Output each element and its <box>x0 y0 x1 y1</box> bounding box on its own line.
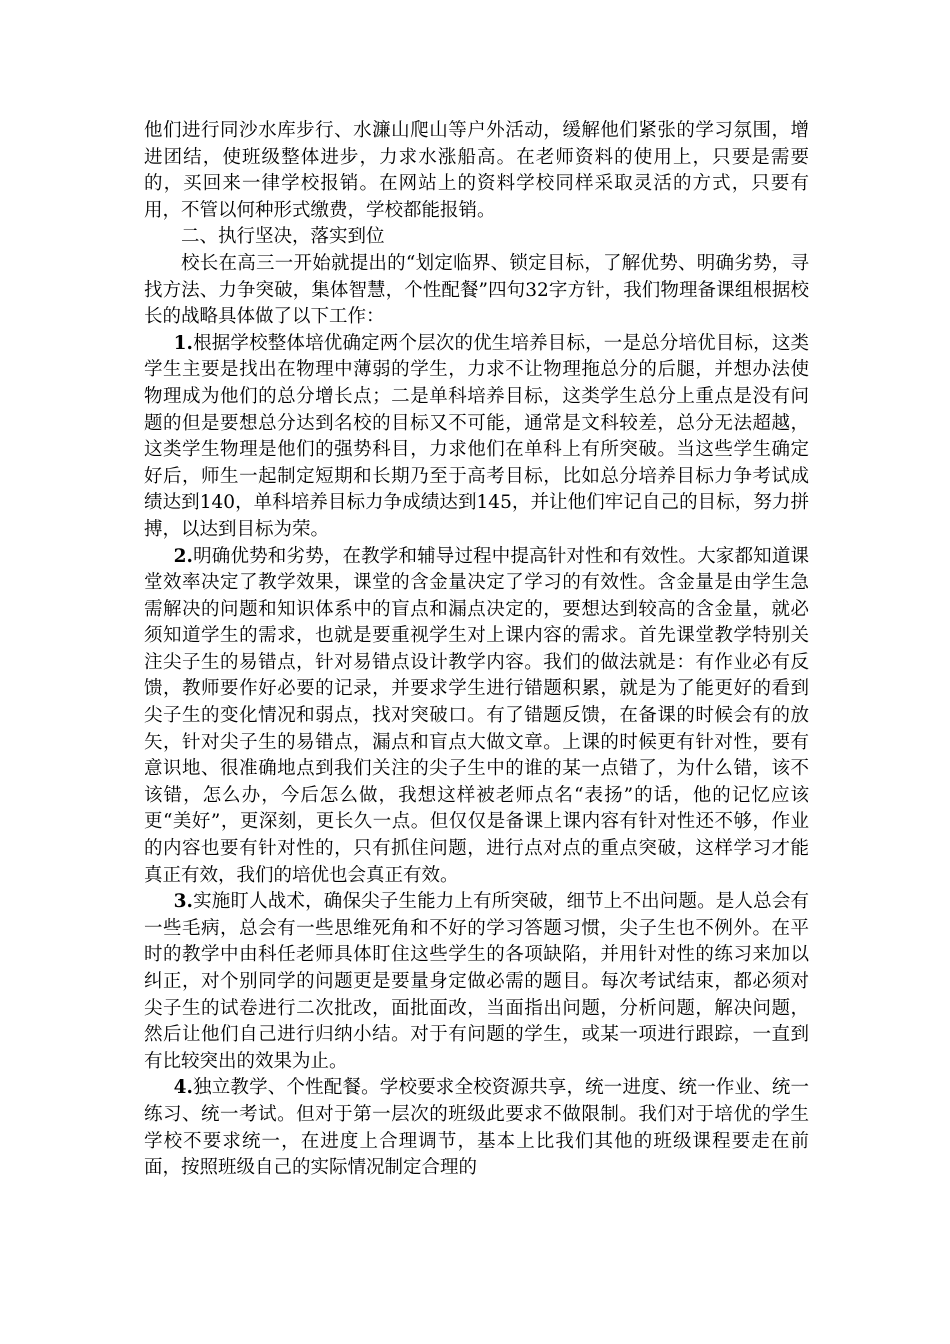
list-item-2 <box>144 544 809 890</box>
list-item-3 <box>144 889 809 1075</box>
list-item-1-text: 根据学校整体培优确定两个层次的优生培养目标，一是总分培优目标，这类学生主要是找出在物理中薄弱的学生，力求不让物理拖总分的后腿，并想办法使物理成为他们的总分增长点；二是单科培养目标，这类学生总分上重点是没有问题的但是要想总分达到名校的目标又不可能，通常是文科较差，总分无法超越，这类学生物理是他们的强势科目，力求他们在单科上有所突破。当这些学生确定好后，师生一起制定短期和长期乃至于高考目标，比如总分培养目标力争考试成绩达到140，单科培养目标力争成绩达到145，并让他们牢记自己的目标，努力拼搏，以达到目标为荣。 <box>144 332 809 540</box>
list-item-4-number: 4. <box>173 1077 193 1099</box>
list-item-1-number: 1. <box>173 332 193 354</box>
list-item-4 <box>144 1075 809 1181</box>
list-item-3-text: 实施盯人战术，确保尖子生能力上有所突破，细节上不出问题。是人总会有一些毛病，总会有一些思维死角和不好的学习答题习惯，尖子生也不例外。在平时的教学中由科任老师具体盯住这些学生的各项缺陷，并用针对性的练习来加以纠正，对个别同学的问题更是要量身定做必需的题目。每次考试结束，都必须对尖子生的试卷进行二次批改，面批面改，当面指出问题，分析问题，解决问题，然后让他们自己进行归纳小结。对于有问题的学生，或某一项进行跟踪，一直到有比较突出的效果为止。 <box>144 891 809 1072</box>
list-item-4-text: 独立教学、个性配餐。学校要求全校资源共享，统一进度、统一作业、统一练习、统一考试。但对于第一层次的班级此要求不做限制。我们对于培优的学生学校不要求统一，在进度上合理调节，基本上比我们其他的班级课程要走在前面，按照班级自己的实际情况制定合理的 <box>144 1077 809 1179</box>
section-heading-2: 二、执行坚决，落实到位 <box>181 226 385 248</box>
list-item-2-text: 明确优势和劣势，在教学和辅导过程中提高针对性和有效性。大家都知道课堂效率决定了教学效果，课堂的含金量决定了学习的有效性。含金量是由学生急需解决的问题和知识体系中的盲点和漏点决定的，要想达到较高的含金量，就必须知道学生的需求，也就是要重视学生对上课内容的需求。首先课堂教学特别关注尖子生的易错点，针对易错点设计教学内容。我们的做法就是：有作业必有反馈，教师要作好必要的记录，并要求学生进行错题积累，就是为了能更好的看到尖子生的变化情况和弱点，找对突破口。有了错题反馈，在备课的时候会有的放矢，针对尖子生的易错点，漏点和盲点大做文章。上课的时候更有针对性，要有意识地、很准确地点到我们关注的尖子生中的谁的某一点错了，为什么错，该不该错，怎么办，今后怎么做，我想这样被老师点名“表扬”的话，他的记忆应该更“美好”，更深刻，更长久一点。但仅仅是备课上课内容有针对性还不够，作业的内容也要有针对性的，只有抓住问题，进行点对点的重点突破，这样学习才能真正有效，我们的培优也会真正有效。 <box>144 545 809 886</box>
list-item-1 <box>144 331 809 544</box>
paragraph-principal-guidelines: 校长在高三一开始就提出的“划定临界、锁定目标，了解优势、明确劣势，寻找方法、力争突破，集体智慧，个性配餐”四句32字方针，我们物理备课组根据校长的战略具体做了以下工作： <box>144 252 809 328</box>
list-item-2-number: 2. <box>173 545 193 567</box>
document-page <box>144 118 809 1182</box>
paragraph-intro: 他们进行同沙水库步行、水濂山爬山等户外活动，缓解他们紧张的学习氛围，增进团结，使班级整体进步，力求水涨船高。在老师资料的使用上，只要是需要的，买回来一律学校报销。在网站上的资料学校同样采取灵活的方式，只要有用，不管以何种形式缴费，学校都能报销。 <box>144 120 809 221</box>
list-item-3-number: 3. <box>173 891 193 913</box>
